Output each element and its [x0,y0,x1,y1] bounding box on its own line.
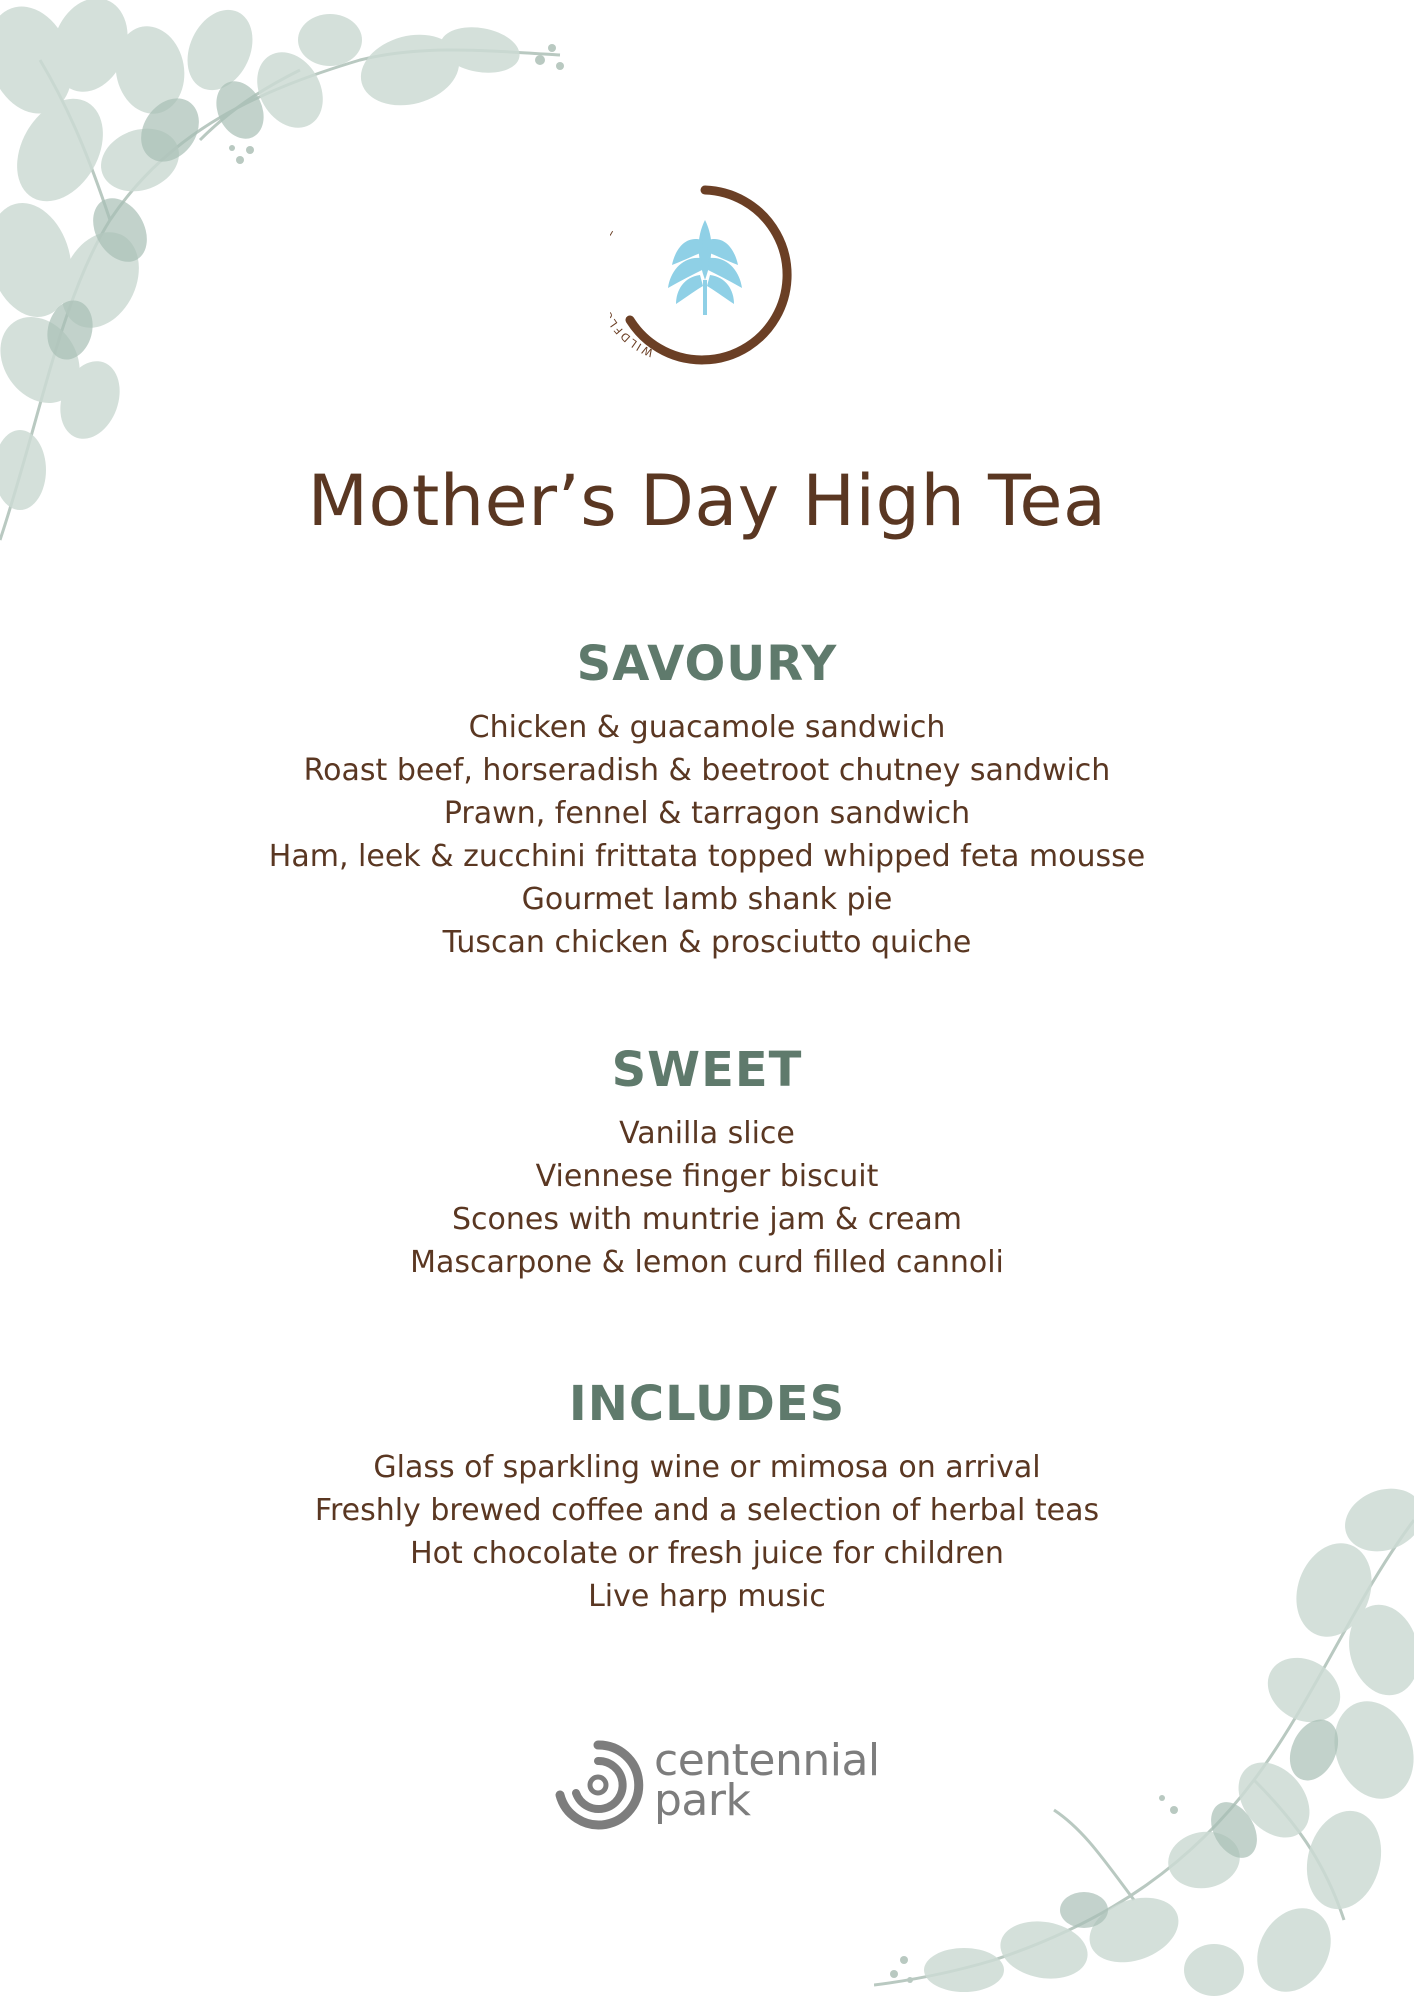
section-heading: INCLUDES [568,1376,846,1432]
fern-icon [668,220,742,315]
menu-item: Tuscan chicken & prosciutto quiche [442,925,972,960]
page-title: Mother’s Day High Tea [307,460,1107,542]
menu-item: Prawn, fennel & tarragon sandwich [443,796,971,831]
section-heading: SAVOURY [576,636,838,692]
centennial-park-swirl-icon [548,1735,648,1835]
wordmark-line-1: centennial [654,1735,880,1786]
includes-section [0,1372,1414,1618]
savoury-section [0,632,1414,964]
menu-item: Roast beef, horseradish & beetroot chutney sandwich [303,753,1111,788]
menu-item: Hot chocolate or fresh juice for children [410,1536,1004,1571]
menu-list [0,706,1414,964]
menu-item: Mascarpone & lemon curd filled cannoli [410,1245,1004,1280]
section-heading: SWEET [611,1042,803,1098]
menu-list [0,1446,1414,1618]
menu-item: Freshly brewed coffee and a selection of herbal teas [314,1493,1100,1528]
menu-item: Chicken & guacamole sandwich [468,710,946,745]
wordmark-line-2: park [654,1775,751,1826]
sweet-section [0,1038,1414,1284]
menu-item: Vanilla slice [619,1116,795,1151]
menu-item: Viennese finger biscuit [535,1159,879,1194]
menu-item: Gourmet lamb shank pie [521,882,893,917]
centennial-park-wordmark [654,1735,880,1826]
menu-item: Glass of sparkling wine or mimosa on arrival [373,1450,1041,1485]
menu-list [0,1112,1414,1284]
wildflowers-cafe-logo [610,180,800,370]
cafe-name-arc: WILDF [610,321,656,360]
menu-item: Scones with muntrie jam & cream [451,1202,963,1237]
menu-item: Ham, leek & zucchini frittata topped whipped feta mousse [268,839,1146,874]
menu-item: Live harp music [588,1579,826,1614]
centennial-park-logo [548,1735,908,1835]
